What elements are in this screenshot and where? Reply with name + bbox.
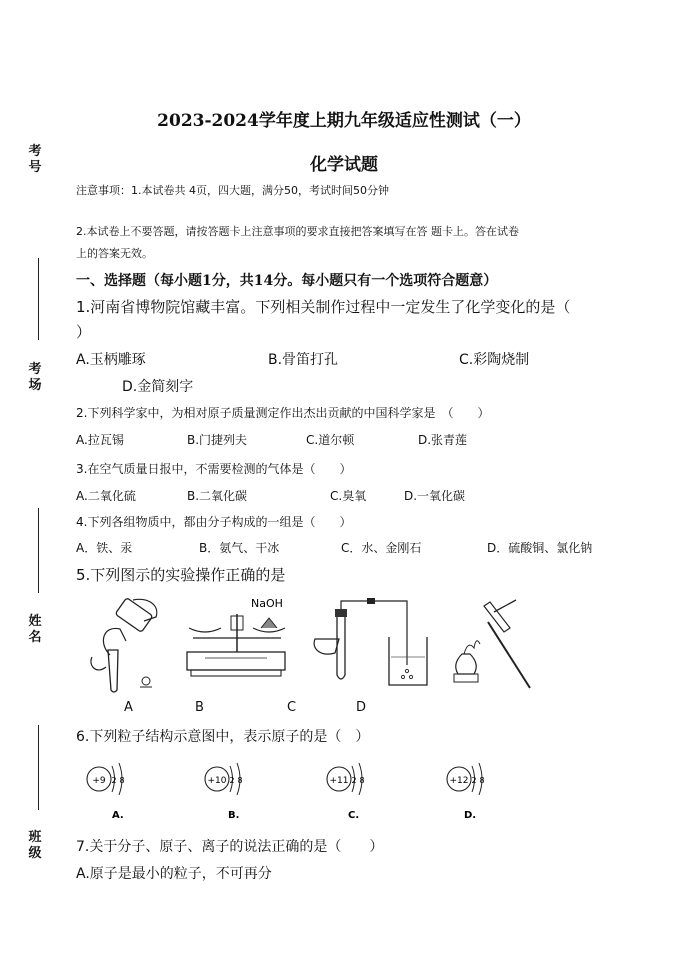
atom-b-nucleus: +10 [207,776,227,786]
question-1-stem: 1.河南省博物院馆藏丰富。下列相关制作过程中一定发生了化学变化的是（ [76,298,571,316]
lab-figure-c-apparatus [309,595,431,691]
question-4-option-d: D．硫酸铜、氯化钠 [487,541,593,555]
question-1-option-a: A.玉柄雕琢 [76,352,146,368]
figure-label-a: A [124,700,133,715]
atom-diagram-c [322,758,374,824]
sidebar-line [38,725,39,810]
sidebar-label-kaohao: 考号 [28,144,42,175]
question-3-option-a: A.二氧化硫 [76,489,136,503]
question-4-stem: 4.下列各组物质中，都由分子构成的一组是（ ） [76,515,352,529]
sidebar-line [38,258,39,340]
question-7-stem: 7.关于分子、原子、离子的说法正确的是（ ） [76,839,384,855]
notes-line-2: 2.本试卷上不要答题，请按答题卡上注意事项的要求直接把答案填写在答 题卡上。答在试卷 [76,225,519,238]
question-4-option-c: C．水、金刚石 [341,541,422,555]
atom-b-shell-2: 8 [237,776,243,785]
question-2-option-c: C.道尔顿 [306,433,355,447]
atom-c-shell-2: 8 [359,776,365,785]
figure-label-b: B [195,700,204,715]
sidebar-label-kaochang: 考场 [28,362,42,393]
atom-c-shell-1: 2 [351,776,357,785]
question-5-stem: 5.下列图示的实验操作正确的是 [76,566,286,584]
question-2-option-d: D.张青莲 [418,433,468,447]
question-2-option-a: A.拉瓦锡 [76,433,124,447]
atom-diagram-d [442,758,494,824]
atom-a-shell-2: 8 [119,776,125,785]
sidebar-label-banji: 班级 [28,830,42,861]
figure-label-d: D [356,700,367,715]
lab-figure-b-balance [183,594,291,694]
question-1-stem-end: ） [76,323,92,341]
question-3-option-c: C.臭氧 [330,489,367,503]
question-3-option-d: D.一氧化碳 [404,489,466,503]
question-7-option-a: A.原子是最小的粒子，不可再分 [76,866,272,882]
atom-b-shell-1: 2 [229,776,235,785]
atom-a-shell-1: 2 [111,776,117,785]
atom-d-shell-2: 8 [479,776,485,785]
question-3-option-b: B.二氧化碳 [187,489,248,503]
question-1-option-d: D.金简刻字 [122,379,194,395]
lab-figure-a-pouring [78,595,168,695]
atom-d-nucleus: +12 [449,776,469,786]
notes-line-1: 注意事项：1.本试卷共 4页，四大题，满分50，考试时间50分钟 [76,184,389,197]
question-2-option-b: B.门捷列夫 [187,433,248,447]
atom-a-nucleus: +9 [92,776,106,786]
question-6-stem: 6.下列粒子结构示意图中，表示原子的是（ ） [76,729,370,745]
question-3-stem: 3.在空气质量日报中，不需要检测的气体是（ ） [76,462,352,476]
sidebar-line [38,508,39,593]
atom-b-label: B. [228,810,240,821]
atom-diagram-a [82,758,132,824]
atom-diagram-b [200,758,252,824]
atom-d-shell-1: 2 [471,776,477,785]
sidebar-label-xingming: 姓名 [28,614,42,645]
question-1-option-c: C.彩陶烧制 [459,352,530,368]
question-1-option-b: B.骨笛打孔 [268,352,339,368]
question-4-option-a: A．铁、汞 [76,541,133,555]
notes-line-3: 上的答案无效。 [76,247,153,260]
atom-c-nucleus: +11 [329,776,349,786]
page-title: 2023-2024学年度上期九年级适应性测试（一） [157,111,531,131]
atom-a-label: A. [112,810,124,821]
section-heading: 一、选择题（每小题1分，共14分。每小题只有一个选项符合题意） [76,273,498,289]
question-4-option-b: B．氨气、干冰 [199,541,280,555]
atom-d-label: D. [464,810,477,821]
lab-figure-d-heating [444,592,538,692]
figure-label-c: C [287,700,297,715]
atom-c-label: C. [348,810,360,821]
naoh-label: NaOH [251,597,283,610]
question-2-stem: 2.下列科学家中，为相对原子质量测定作出杰出贡献的中国科学家是 （ ） [76,406,490,420]
page-subtitle: 化学试题 [310,155,378,175]
